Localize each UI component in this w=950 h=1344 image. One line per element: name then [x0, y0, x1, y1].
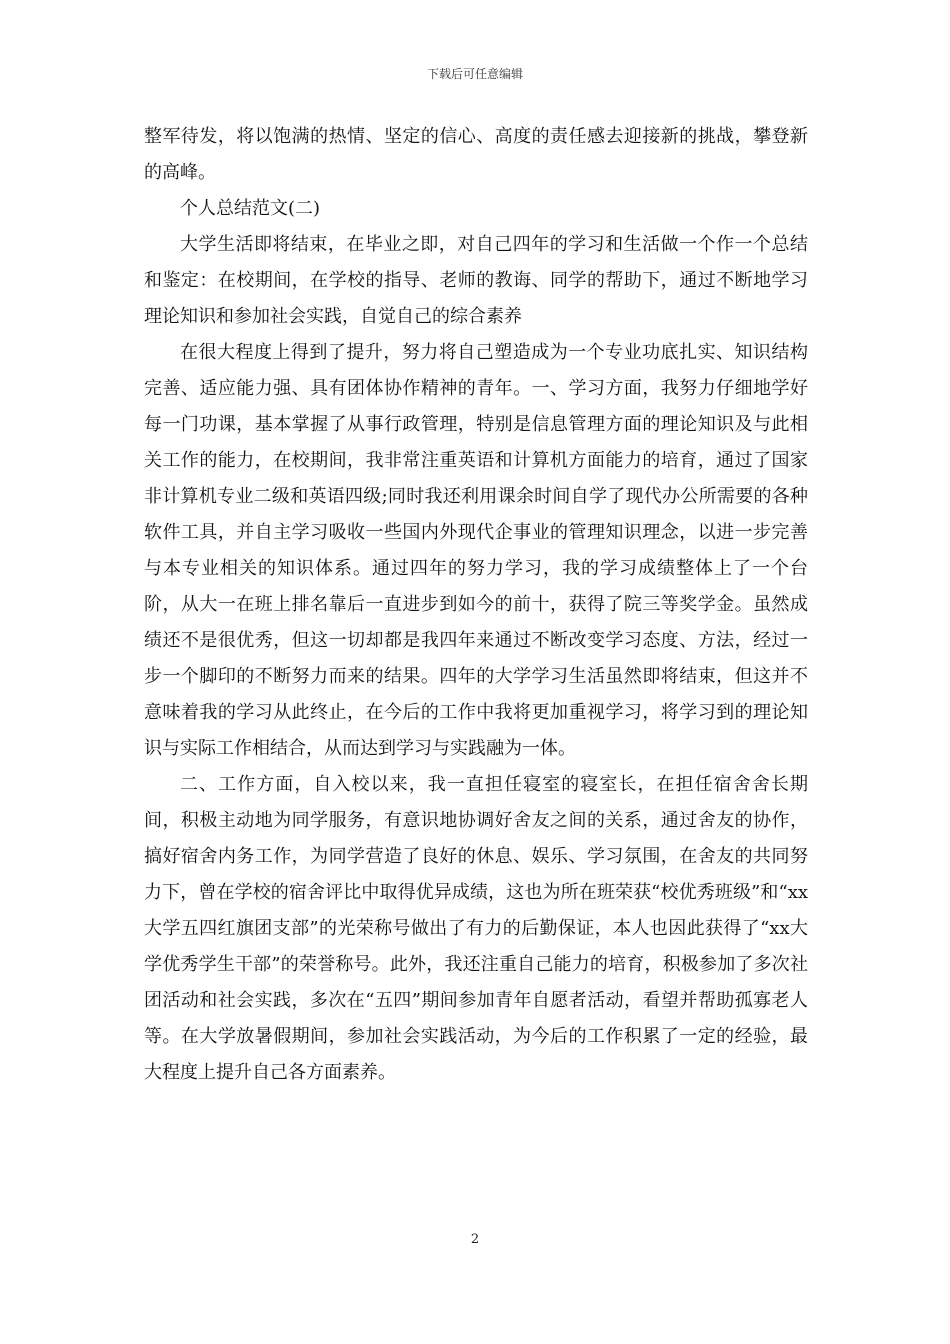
page-header: 下载后可任意编辑: [426, 67, 523, 81]
paragraph-intro: 大学生活即将结束，在毕业之即，对自己四年的学习和生活做一个作一个总结和鉴定：在校期间，在学校的指导、老师的教诲、同学的帮助下，通过不断地学习理论知识和参加社会实践，自觉自己的综合素养: [144, 234, 808, 327]
paragraph-work: 二、工作方面，自入校以来，我一直担任寝室的寝室长，在担任宿舍舍长期间，积极主动地为同学服务，有意识地协调好舍友之间的关系，通过舍友的协作，搞好宿舍内务工作，为同学营造了良好的休息、娱乐、学习氛围，在舍友的共同努力下，曾在学校的宿舍评比中取得优异成绩，这也为所在班荣获“校优秀班级”和“xx大学五四红旗团支部”的光荣称号做出了有力的后勤保证，本人也因此获得了“xx大学优秀学生干部”的荣誉称号。此外，我还注重自己能力的培育，积极参加了多次社团活动和社会实践，多次在“五四”期间参加青年自愿者活动，看望并帮助孤寡老人等。在大学放暑假期间，参加社会实践活动，为今后的工作积累了一定的经验，最大程度上提升自己各方面素养。: [144, 774, 808, 1083]
paragraph-study: 在很大程度上得到了提升，努力将自己塑造成为一个专业功底扎实、知识结构完善、适应能力强、具有团体协作精神的青年。一、学习方面，我努力仔细地学好每一门功课，基本掌握了从事行政管理，特别是信息管理方面的理论知识及与此相关工作的能力，在校期间，我非常注重英语和计算机方面能力的培育，通过了国家非计算机专业二级和英语四级;同时我还利用课余时间自学了现代办公所需要的各种软件工具，并自主学习吸收一些国内外现代企事业的管理知识理念，以进一步完善与本专业相关的知识体系。通过四年的努力学习，我的学习成绩整体上了一个台阶，从大一在班上排名靠后一直进步到如今的前十，获得了院三等奖学金。虽然成绩还不是很优秀，但这一切却都是我四年来通过不断改变学习态度、方法，经过一步一个脚印的不断努力而来的结果。四年的大学学习生活虽然即将结束，但这并不意味着我的学习从此终止，在今后的工作中我将更加重视学习，将学习到的理论知识与实际工作相结合，从而达到学习与实践融为一体。: [144, 342, 808, 759]
document-body: [144, 119, 808, 1091]
paragraph-continuation: 整军待发，将以饱满的热情、坚定的信心、高度的责任感去迎接新的挑战，攀登新的高峰。: [144, 126, 808, 183]
section-title: 个人总结范文(二): [180, 198, 321, 219]
page-number: 2: [470, 1232, 480, 1247]
